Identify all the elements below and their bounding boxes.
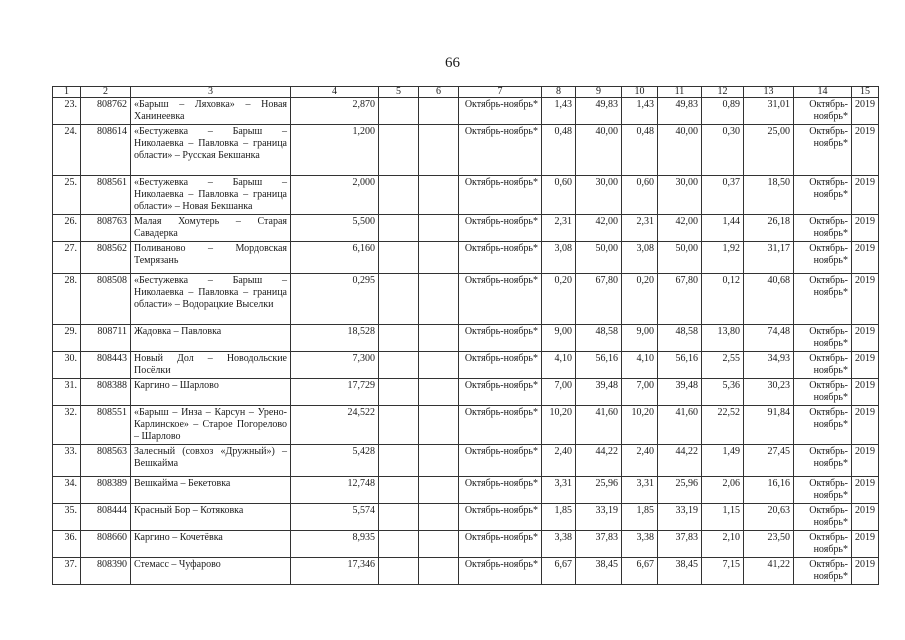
row-number: 37. bbox=[53, 558, 81, 585]
work-period-2: Октябрь-ноябрь* bbox=[794, 477, 852, 504]
col13-value: 25,00 bbox=[744, 125, 794, 176]
col5-cell bbox=[379, 445, 419, 477]
work-period: Октябрь-ноябрь* bbox=[459, 176, 542, 215]
road-name: «Бестужевка – Барыш – Николаевка – Павловка – граница области» – Русская Бекшанка bbox=[131, 125, 291, 176]
col8-value: 6,67 bbox=[542, 558, 576, 585]
header-cell: 7 bbox=[459, 87, 542, 98]
table-row bbox=[53, 176, 879, 215]
col10-value: 0,60 bbox=[622, 176, 658, 215]
col8-value: 2,31 bbox=[542, 215, 576, 242]
col9-value: 49,83 bbox=[576, 98, 622, 125]
table-row bbox=[53, 98, 879, 125]
col13-value: 16,16 bbox=[744, 477, 794, 504]
col11-value: 25,96 bbox=[658, 477, 702, 504]
col5-cell bbox=[379, 125, 419, 176]
header-row bbox=[53, 87, 879, 98]
col9-value: 67,80 bbox=[576, 274, 622, 325]
col9-value: 42,00 bbox=[576, 215, 622, 242]
road-length: 12,748 bbox=[291, 477, 379, 504]
col10-value: 6,67 bbox=[622, 558, 658, 585]
road-length: 5,428 bbox=[291, 445, 379, 477]
col13-value: 20,63 bbox=[744, 504, 794, 531]
work-period: Октябрь-ноябрь* bbox=[459, 215, 542, 242]
col13-value: 41,22 bbox=[744, 558, 794, 585]
col12-value: 0,30 bbox=[702, 125, 744, 176]
work-period-2: Октябрь-ноябрь* bbox=[794, 504, 852, 531]
col10-value: 9,00 bbox=[622, 325, 658, 352]
col6-cell bbox=[419, 445, 459, 477]
col12-value: 1,49 bbox=[702, 445, 744, 477]
col12-value: 2,06 bbox=[702, 477, 744, 504]
road-code: 808563 bbox=[81, 445, 131, 477]
col5-cell bbox=[379, 98, 419, 125]
col9-value: 48,58 bbox=[576, 325, 622, 352]
road-length: 5,500 bbox=[291, 215, 379, 242]
work-period: Октябрь-ноябрь* bbox=[459, 242, 542, 274]
row-number: 24. bbox=[53, 125, 81, 176]
col5-cell bbox=[379, 531, 419, 558]
col12-value: 22,52 bbox=[702, 406, 744, 445]
col8-value: 2,40 bbox=[542, 445, 576, 477]
year: 2019 bbox=[852, 558, 879, 585]
col13-value: 34,93 bbox=[744, 352, 794, 379]
row-number: 26. bbox=[53, 215, 81, 242]
col9-value: 38,45 bbox=[576, 558, 622, 585]
col12-value: 1,92 bbox=[702, 242, 744, 274]
header-cell: 5 bbox=[379, 87, 419, 98]
col12-value: 13,80 bbox=[702, 325, 744, 352]
header-cell: 9 bbox=[576, 87, 622, 98]
col12-value: 1,15 bbox=[702, 504, 744, 531]
road-name: Новый Дол – Новодольские Посёлки bbox=[131, 352, 291, 379]
col8-value: 0,48 bbox=[542, 125, 576, 176]
road-code: 808614 bbox=[81, 125, 131, 176]
col11-value: 42,00 bbox=[658, 215, 702, 242]
col11-value: 44,22 bbox=[658, 445, 702, 477]
work-period: Октябрь-ноябрь* bbox=[459, 477, 542, 504]
col12-value: 0,12 bbox=[702, 274, 744, 325]
header-cell: 13 bbox=[744, 87, 794, 98]
col11-value: 39,48 bbox=[658, 379, 702, 406]
road-code: 808763 bbox=[81, 215, 131, 242]
road-length: 8,935 bbox=[291, 531, 379, 558]
col8-value: 4,10 bbox=[542, 352, 576, 379]
header-cell: 6 bbox=[419, 87, 459, 98]
road-name: Каргино – Шарлово bbox=[131, 379, 291, 406]
col10-value: 3,08 bbox=[622, 242, 658, 274]
work-period-2: Октябрь-ноябрь* bbox=[794, 242, 852, 274]
table-row bbox=[53, 215, 879, 242]
row-number: 25. bbox=[53, 176, 81, 215]
col10-value: 3,31 bbox=[622, 477, 658, 504]
table-row bbox=[53, 558, 879, 585]
col8-value: 3,31 bbox=[542, 477, 576, 504]
col10-value: 2,40 bbox=[622, 445, 658, 477]
row-number: 35. bbox=[53, 504, 81, 531]
work-period: Октябрь-ноябрь* bbox=[459, 406, 542, 445]
year: 2019 bbox=[852, 352, 879, 379]
col10-value: 0,48 bbox=[622, 125, 658, 176]
row-number: 23. bbox=[53, 98, 81, 125]
col8-value: 1,85 bbox=[542, 504, 576, 531]
road-length: 2,870 bbox=[291, 98, 379, 125]
col12-value: 0,37 bbox=[702, 176, 744, 215]
work-period: Октябрь-ноябрь* bbox=[459, 531, 542, 558]
work-period-2: Октябрь-ноябрь* bbox=[794, 176, 852, 215]
col13-value: 23,50 bbox=[744, 531, 794, 558]
work-period: Октябрь-ноябрь* bbox=[459, 379, 542, 406]
work-period: Октябрь-ноябрь* bbox=[459, 558, 542, 585]
row-number: 29. bbox=[53, 325, 81, 352]
road-code: 808762 bbox=[81, 98, 131, 125]
work-period: Октябрь-ноябрь* bbox=[459, 445, 542, 477]
header-cell: 2 bbox=[81, 87, 131, 98]
col11-value: 30,00 bbox=[658, 176, 702, 215]
col6-cell bbox=[419, 352, 459, 379]
table-row bbox=[53, 274, 879, 325]
col5-cell bbox=[379, 504, 419, 531]
col13-value: 18,50 bbox=[744, 176, 794, 215]
col6-cell bbox=[419, 125, 459, 176]
col12-value: 0,89 bbox=[702, 98, 744, 125]
col6-cell bbox=[419, 558, 459, 585]
col5-cell bbox=[379, 242, 419, 274]
roads-table bbox=[52, 86, 879, 585]
header-cell: 3 bbox=[131, 87, 291, 98]
col5-cell bbox=[379, 352, 419, 379]
year: 2019 bbox=[852, 98, 879, 125]
col6-cell bbox=[419, 98, 459, 125]
road-length: 1,200 bbox=[291, 125, 379, 176]
table-row bbox=[53, 445, 879, 477]
work-period-2: Октябрь-ноябрь* bbox=[794, 445, 852, 477]
road-name: Стемасс – Чуфарово bbox=[131, 558, 291, 585]
col9-value: 50,00 bbox=[576, 242, 622, 274]
col9-value: 41,60 bbox=[576, 406, 622, 445]
year: 2019 bbox=[852, 406, 879, 445]
col10-value: 3,38 bbox=[622, 531, 658, 558]
col6-cell bbox=[419, 379, 459, 406]
col11-value: 67,80 bbox=[658, 274, 702, 325]
col10-value: 4,10 bbox=[622, 352, 658, 379]
road-code: 808561 bbox=[81, 176, 131, 215]
col11-value: 37,83 bbox=[658, 531, 702, 558]
year: 2019 bbox=[852, 242, 879, 274]
row-number: 27. bbox=[53, 242, 81, 274]
col6-cell bbox=[419, 325, 459, 352]
header-cell: 15 bbox=[852, 87, 879, 98]
col12-value: 2,10 bbox=[702, 531, 744, 558]
col6-cell bbox=[419, 406, 459, 445]
row-number: 34. bbox=[53, 477, 81, 504]
table-row bbox=[53, 504, 879, 531]
road-name: Поливаново – Мордовская Темрязань bbox=[131, 242, 291, 274]
road-name: Малая Хомутерь – Старая Савадерка bbox=[131, 215, 291, 242]
col11-value: 49,83 bbox=[658, 98, 702, 125]
page-number: 66 bbox=[445, 55, 460, 71]
road-code: 808551 bbox=[81, 406, 131, 445]
header-cell: 14 bbox=[794, 87, 852, 98]
col13-value: 40,68 bbox=[744, 274, 794, 325]
col6-cell bbox=[419, 504, 459, 531]
year: 2019 bbox=[852, 379, 879, 406]
road-name: «Бестужевка – Барыш – Николаевка – Павловка – граница области» – Водорацкие Выселки bbox=[131, 274, 291, 325]
col11-value: 38,45 bbox=[658, 558, 702, 585]
col9-value: 39,48 bbox=[576, 379, 622, 406]
year: 2019 bbox=[852, 445, 879, 477]
col5-cell bbox=[379, 477, 419, 504]
col11-value: 40,00 bbox=[658, 125, 702, 176]
work-period-2: Октябрь-ноябрь* bbox=[794, 531, 852, 558]
col12-value: 2,55 bbox=[702, 352, 744, 379]
col11-value: 50,00 bbox=[658, 242, 702, 274]
road-code: 808562 bbox=[81, 242, 131, 274]
col12-value: 7,15 bbox=[702, 558, 744, 585]
col6-cell bbox=[419, 531, 459, 558]
road-name: «Бестужевка – Барыш – Николаевка – Павловка – граница области» – Новая Бекшанка bbox=[131, 176, 291, 215]
work-period-2: Октябрь-ноябрь* bbox=[794, 98, 852, 125]
table-row bbox=[53, 242, 879, 274]
col5-cell bbox=[379, 325, 419, 352]
table-row bbox=[53, 125, 879, 176]
col6-cell bbox=[419, 215, 459, 242]
work-period: Октябрь-ноябрь* bbox=[459, 274, 542, 325]
table-row bbox=[53, 352, 879, 379]
road-code: 808443 bbox=[81, 352, 131, 379]
col8-value: 9,00 bbox=[542, 325, 576, 352]
table-row bbox=[53, 379, 879, 406]
col5-cell bbox=[379, 379, 419, 406]
road-length: 24,522 bbox=[291, 406, 379, 445]
work-period-2: Октябрь-ноябрь* bbox=[794, 215, 852, 242]
col6-cell bbox=[419, 477, 459, 504]
work-period-2: Октябрь-ноябрь* bbox=[794, 274, 852, 325]
year: 2019 bbox=[852, 125, 879, 176]
col5-cell bbox=[379, 406, 419, 445]
col9-value: 33,19 bbox=[576, 504, 622, 531]
work-period: Октябрь-ноябрь* bbox=[459, 325, 542, 352]
road-length: 0,295 bbox=[291, 274, 379, 325]
col8-value: 1,43 bbox=[542, 98, 576, 125]
col13-value: 26,18 bbox=[744, 215, 794, 242]
road-code: 808388 bbox=[81, 379, 131, 406]
col8-value: 3,08 bbox=[542, 242, 576, 274]
col13-value: 74,48 bbox=[744, 325, 794, 352]
col10-value: 1,43 bbox=[622, 98, 658, 125]
col5-cell bbox=[379, 215, 419, 242]
work-period-2: Октябрь-ноябрь* bbox=[794, 125, 852, 176]
col10-value: 2,31 bbox=[622, 215, 658, 242]
work-period: Октябрь-ноябрь* bbox=[459, 352, 542, 379]
road-name: Жадовка – Павловка bbox=[131, 325, 291, 352]
road-name: «Барыш – Ляховка» – Новая Ханинеевка bbox=[131, 98, 291, 125]
year: 2019 bbox=[852, 176, 879, 215]
row-number: 31. bbox=[53, 379, 81, 406]
col11-value: 41,60 bbox=[658, 406, 702, 445]
road-length: 6,160 bbox=[291, 242, 379, 274]
col10-value: 10,20 bbox=[622, 406, 658, 445]
col10-value: 1,85 bbox=[622, 504, 658, 531]
header-cell: 4 bbox=[291, 87, 379, 98]
col13-value: 31,01 bbox=[744, 98, 794, 125]
col8-value: 3,38 bbox=[542, 531, 576, 558]
table-row bbox=[53, 325, 879, 352]
col8-value: 0,60 bbox=[542, 176, 576, 215]
road-code: 808508 bbox=[81, 274, 131, 325]
road-length: 18,528 bbox=[291, 325, 379, 352]
row-number: 30. bbox=[53, 352, 81, 379]
header-cell: 10 bbox=[622, 87, 658, 98]
col6-cell bbox=[419, 274, 459, 325]
col13-value: 31,17 bbox=[744, 242, 794, 274]
col9-value: 30,00 bbox=[576, 176, 622, 215]
road-code: 808444 bbox=[81, 504, 131, 531]
year: 2019 bbox=[852, 504, 879, 531]
work-period: Октябрь-ноябрь* bbox=[459, 504, 542, 531]
work-period: Октябрь-ноябрь* bbox=[459, 125, 542, 176]
work-period-2: Октябрь-ноябрь* bbox=[794, 558, 852, 585]
road-length: 5,574 bbox=[291, 504, 379, 531]
road-length: 17,346 bbox=[291, 558, 379, 585]
header-cell: 8 bbox=[542, 87, 576, 98]
road-code: 808711 bbox=[81, 325, 131, 352]
header-cell: 12 bbox=[702, 87, 744, 98]
work-period-2: Октябрь-ноябрь* bbox=[794, 406, 852, 445]
col11-value: 33,19 bbox=[658, 504, 702, 531]
work-period-2: Октябрь-ноябрь* bbox=[794, 379, 852, 406]
col12-value: 1,44 bbox=[702, 215, 744, 242]
road-code: 808389 bbox=[81, 477, 131, 504]
col9-value: 37,83 bbox=[576, 531, 622, 558]
road-name: Красный Бор – Котяковка bbox=[131, 504, 291, 531]
col10-value: 7,00 bbox=[622, 379, 658, 406]
row-number: 33. bbox=[53, 445, 81, 477]
road-name: «Барыш – Инза – Карсун – Урено-Карлинское» – Старое Погорелово – Шарлово bbox=[131, 406, 291, 445]
col9-value: 40,00 bbox=[576, 125, 622, 176]
col6-cell bbox=[419, 242, 459, 274]
road-code: 808390 bbox=[81, 558, 131, 585]
col13-value: 91,84 bbox=[744, 406, 794, 445]
road-length: 2,000 bbox=[291, 176, 379, 215]
col5-cell bbox=[379, 558, 419, 585]
col5-cell bbox=[379, 176, 419, 215]
table-row bbox=[53, 531, 879, 558]
row-number: 32. bbox=[53, 406, 81, 445]
col8-value: 7,00 bbox=[542, 379, 576, 406]
header-cell: 11 bbox=[658, 87, 702, 98]
work-period: Октябрь-ноябрь* bbox=[459, 98, 542, 125]
table-row bbox=[53, 406, 879, 445]
header-cell: 1 bbox=[53, 87, 81, 98]
col11-value: 56,16 bbox=[658, 352, 702, 379]
col8-value: 10,20 bbox=[542, 406, 576, 445]
col9-value: 44,22 bbox=[576, 445, 622, 477]
road-length: 7,300 bbox=[291, 352, 379, 379]
col13-value: 30,23 bbox=[744, 379, 794, 406]
row-number: 28. bbox=[53, 274, 81, 325]
road-length: 17,729 bbox=[291, 379, 379, 406]
year: 2019 bbox=[852, 274, 879, 325]
col11-value: 48,58 bbox=[658, 325, 702, 352]
year: 2019 bbox=[852, 531, 879, 558]
work-period-2: Октябрь-ноябрь* bbox=[794, 352, 852, 379]
road-name: Залесный (совхоз «Дружный») – Вешкайма bbox=[131, 445, 291, 477]
col10-value: 0,20 bbox=[622, 274, 658, 325]
col5-cell bbox=[379, 274, 419, 325]
year: 2019 bbox=[852, 215, 879, 242]
work-period-2: Октябрь-ноябрь* bbox=[794, 325, 852, 352]
col13-value: 27,45 bbox=[744, 445, 794, 477]
road-name: Каргино – Кочетёвка bbox=[131, 531, 291, 558]
col8-value: 0,20 bbox=[542, 274, 576, 325]
year: 2019 bbox=[852, 325, 879, 352]
col12-value: 5,36 bbox=[702, 379, 744, 406]
col9-value: 25,96 bbox=[576, 477, 622, 504]
row-number: 36. bbox=[53, 531, 81, 558]
col9-value: 56,16 bbox=[576, 352, 622, 379]
table-row bbox=[53, 477, 879, 504]
year: 2019 bbox=[852, 477, 879, 504]
road-code: 808660 bbox=[81, 531, 131, 558]
road-name: Вешкайма – Бекетовка bbox=[131, 477, 291, 504]
col6-cell bbox=[419, 176, 459, 215]
